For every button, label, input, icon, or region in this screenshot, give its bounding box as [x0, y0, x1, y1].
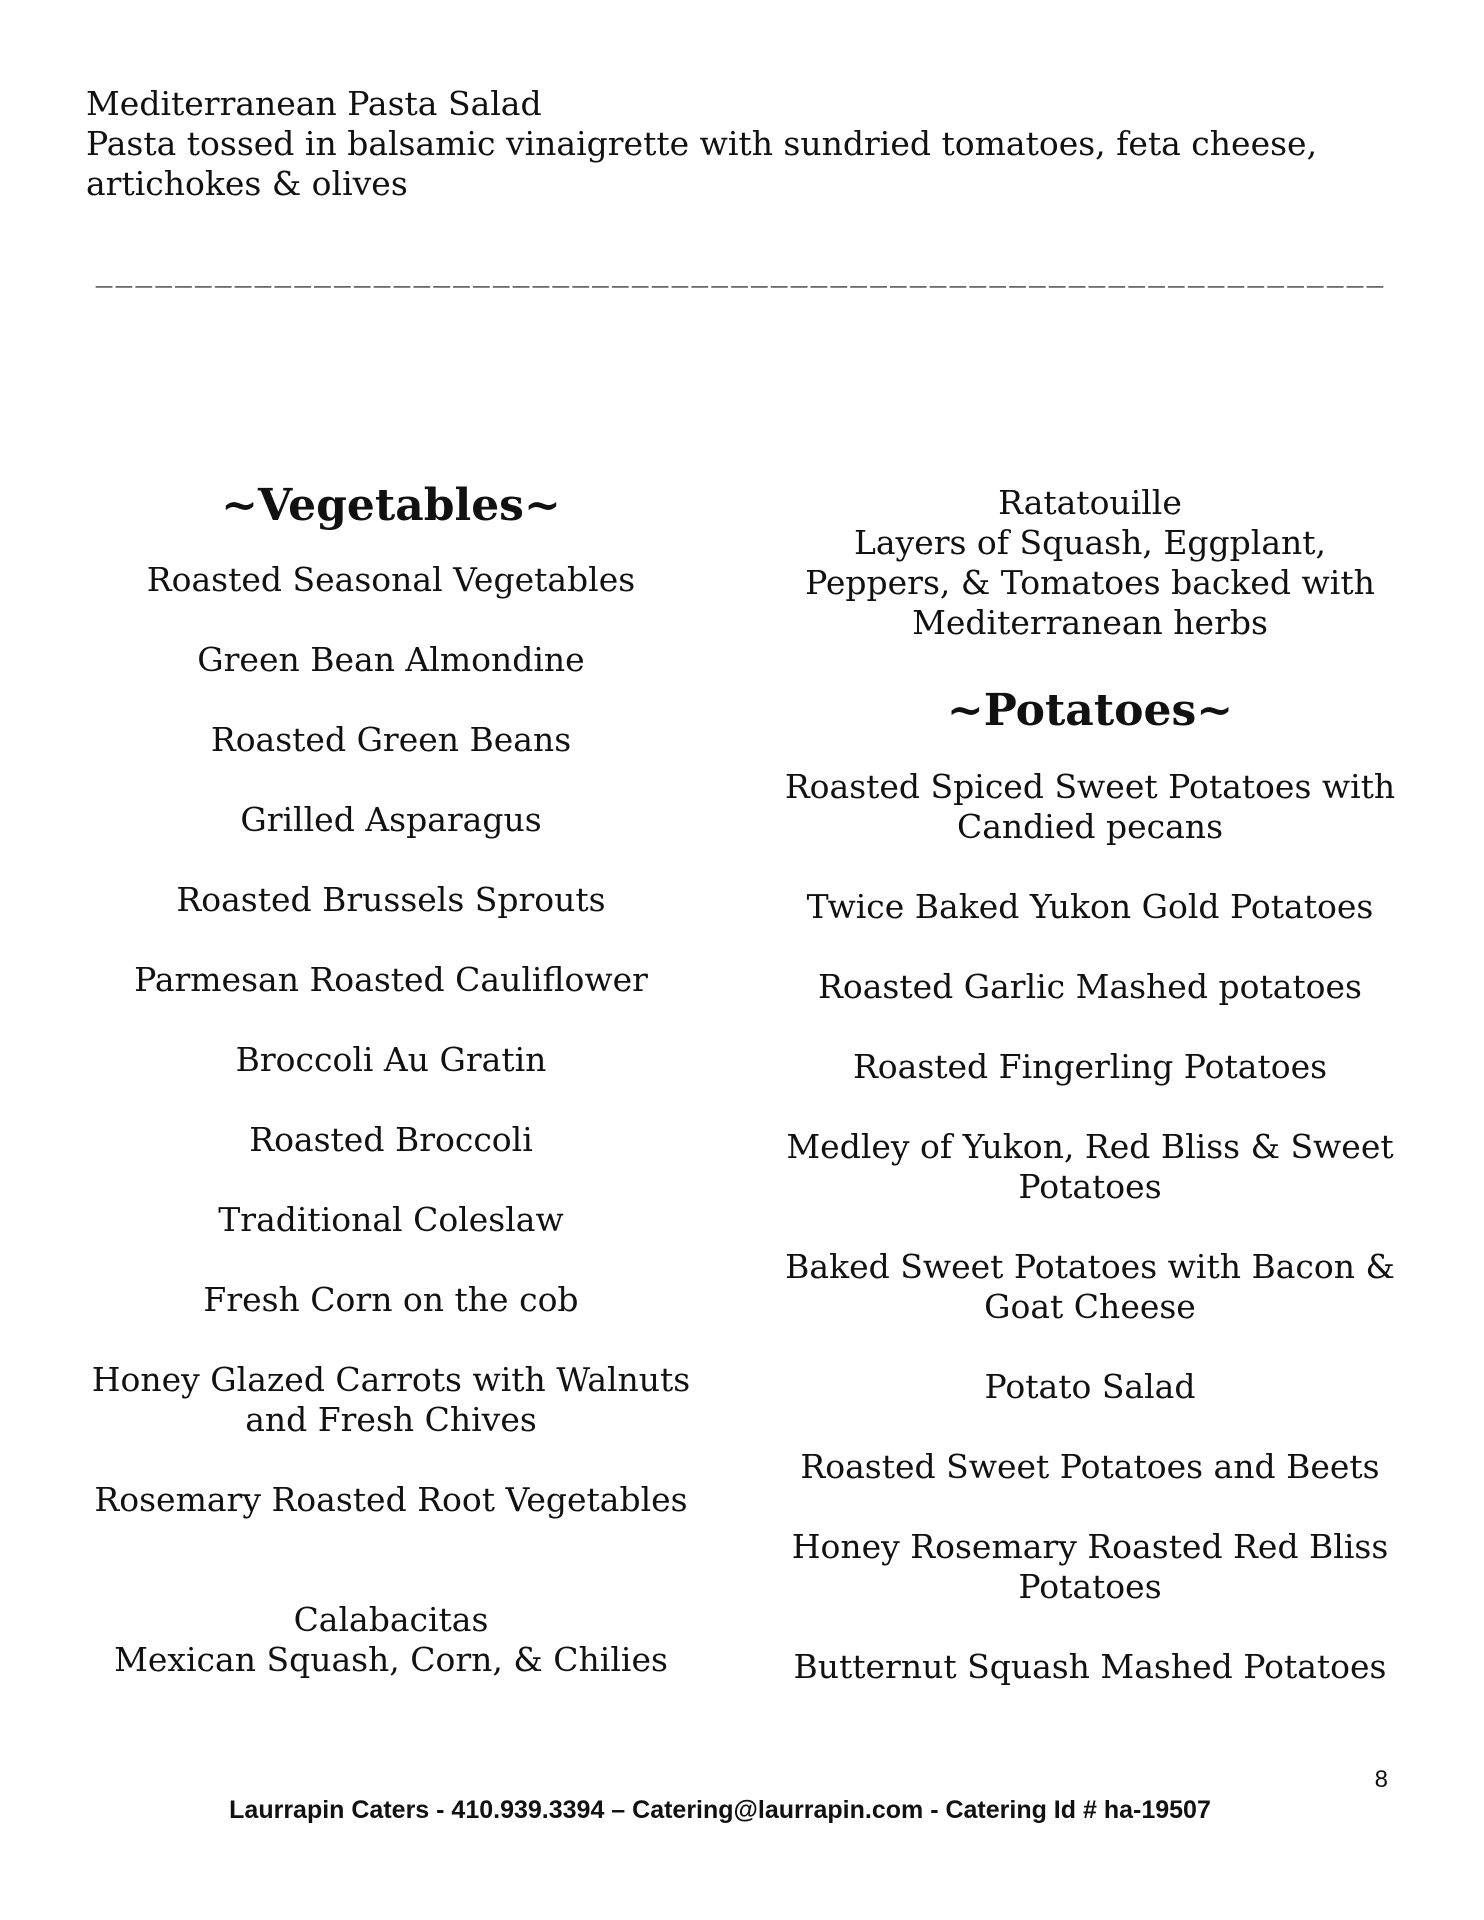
potatoes-heading: ~Potatoes~: [946, 685, 1234, 736]
vegetable-item: Parmesan Roasted Cauliflower: [134, 960, 648, 999]
vegetable-item: Grilled Asparagus: [240, 800, 542, 839]
vegetable-item: Green Bean Almondine: [197, 640, 585, 679]
potato-item: Medley of Yukon, Red Bliss & Sweet Potatoes: [786, 1127, 1394, 1206]
potato-item: Potato Salad: [984, 1367, 1196, 1406]
pasta-salad-description: Pasta tossed in balsamic vinaigrette with sundried tomatoes, feta cheese, artichokes & olives: [86, 124, 1318, 203]
calabacitas-item: [86, 1600, 696, 1680]
vegetable-item: Traditional Coleslaw: [218, 1200, 564, 1239]
ratatouille-title: Ratatouille: [998, 483, 1182, 522]
vegetable-item: Roasted Seasonal Vegetables: [146, 560, 636, 599]
potato-item: Honey Rosemary Roasted Red Bliss Potatoes: [791, 1527, 1389, 1606]
section-divider: _________________________________________________________________: [95, 255, 1387, 288]
potato-item: Roasted Garlic Mashed potatoes: [818, 967, 1362, 1006]
intro-section: [86, 84, 1406, 204]
ratatouille-item: [780, 483, 1400, 643]
vegetable-item: Roasted Broccoli: [249, 1120, 533, 1159]
right-column: [780, 483, 1400, 1727]
vegetables-heading: ~Vegetables~: [221, 480, 561, 531]
potato-item: Twice Baked Yukon Gold Potatoes: [806, 887, 1374, 926]
vegetable-item: Fresh Corn on the cob: [203, 1280, 579, 1319]
calabacitas-description: Mexican Squash, Corn, & Chilies: [114, 1640, 668, 1679]
potato-item: Roasted Sweet Potatoes and Beets: [800, 1447, 1380, 1486]
vegetable-item: Broccoli Au Gratin: [235, 1040, 547, 1079]
pasta-salad-title: Mediterranean Pasta Salad: [86, 84, 542, 123]
vegetable-item: Honey Glazed Carrots with Walnuts and Fresh Chives: [91, 1360, 691, 1439]
footer-contact: Laurrapin Caters - 410.939.3394 – Catering@laurrapin.com - Catering Id # ha-19507: [229, 1796, 1211, 1824]
calabacitas-title: Calabacitas: [293, 1600, 489, 1639]
ratatouille-description: Layers of Squash, Eggplant, Peppers, & Tomatoes backed with Mediterranean herbs: [805, 523, 1375, 642]
potato-item: Roasted Spiced Sweet Potatoes with Candied pecans: [784, 767, 1396, 846]
vegetable-item: Rosemary Roasted Root Vegetables: [94, 1480, 688, 1519]
potato-item: Baked Sweet Potatoes with Bacon & Goat Cheese: [785, 1247, 1395, 1326]
page-number: 8: [1374, 1766, 1388, 1793]
vegetable-item: Roasted Brussels Sprouts: [176, 880, 606, 919]
potato-item: Butternut Squash Mashed Potatoes: [793, 1647, 1387, 1686]
vegetable-item: Roasted Green Beans: [210, 720, 572, 759]
potato-item: Roasted Fingerling Potatoes: [852, 1047, 1328, 1086]
vegetables-column: [86, 478, 696, 1680]
